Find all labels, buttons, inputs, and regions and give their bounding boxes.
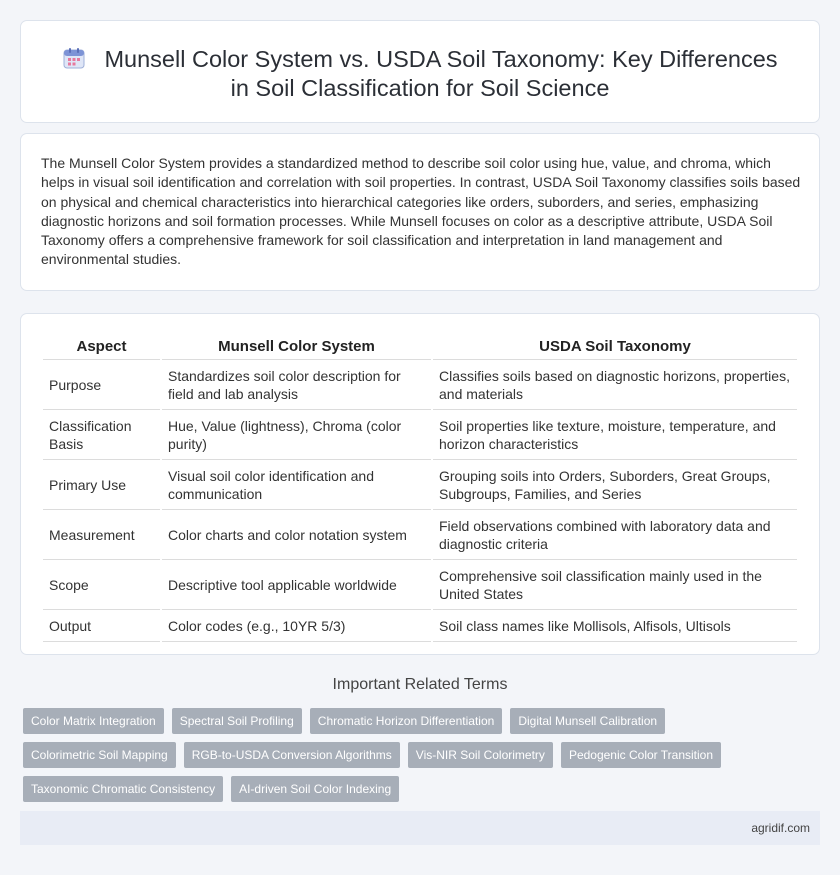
related-terms-heading: Important Related Terms — [332, 676, 508, 693]
table-row — [43, 560, 797, 610]
calendar-icon — [62, 46, 86, 70]
related-term-tag[interactable]: Taxonomic Chromatic Consistency — [23, 776, 223, 802]
cell-usda: Grouping soils into Orders, Suborders, Great Groups, Subgroups, Families, and Series — [433, 460, 797, 510]
title-card — [20, 20, 820, 123]
header-usda: USDA Soil Taxonomy — [433, 334, 797, 360]
table-row — [43, 610, 797, 642]
footer-site-link[interactable]: agridif.com — [751, 821, 810, 835]
table-row — [43, 460, 797, 510]
cell-munsell: Hue, Value (lightness), Chroma (color purity) — [162, 410, 431, 460]
comparison-card — [20, 313, 820, 655]
page-title-text: Munsell Color System vs. USDA Soil Taxonomy: Key Differences in Soil Classification for Soil Science — [104, 46, 778, 101]
header-aspect: Aspect — [43, 334, 160, 360]
cell-usda: Soil properties like texture, moisture, temperature, and horizon characteristics — [433, 410, 797, 460]
table-row — [43, 510, 797, 560]
intro-card — [20, 133, 820, 291]
cell-aspect: Purpose — [43, 360, 160, 410]
related-term-tag[interactable]: AI-driven Soil Color Indexing — [231, 776, 399, 802]
cell-usda: Field observations combined with laboratory data and diagnostic criteria — [433, 510, 797, 560]
header-munsell: Munsell Color System — [162, 334, 431, 360]
related-term-tag[interactable]: Color Matrix Integration — [23, 708, 164, 734]
related-term-tag[interactable]: Pedogenic Color Transition — [561, 742, 721, 768]
cell-munsell: Descriptive tool applicable worldwide — [162, 560, 431, 610]
related-term-tag[interactable]: Chromatic Horizon Differentiation — [310, 708, 503, 734]
related-term-tag[interactable]: Spectral Soil Profiling — [172, 708, 302, 734]
comparison-table — [41, 334, 799, 642]
cell-aspect: Output — [43, 610, 160, 642]
cell-usda: Soil class names like Mollisols, Alfisols, Ultisols — [433, 610, 797, 642]
cell-munsell: Standardizes soil color description for field and lab analysis — [162, 360, 431, 410]
cell-aspect: Classification Basis — [43, 410, 160, 460]
cell-usda: Comprehensive soil classification mainly used in the United States — [433, 560, 797, 610]
cell-aspect: Scope — [43, 560, 160, 610]
intro-paragraph: The Munsell Color System provides a standardized method to describe soil color using hue, value, and chroma, which helps in visual soil identification and correlation with soil properties. In contrast, USDA Soil Taxonomy classifies soils based on physical and chemical characteristics into hierarchical categories like orders, suborders, and series, emphasizing diagnostic horizons and soil formation processes. While Munsell focuses on color as a descriptive attribute, USDA Soil Taxonomy offers a comprehensive framework for soil classification and interpretation in land management and environmental studies. — [41, 155, 801, 268]
cell-aspect: Primary Use — [43, 460, 160, 510]
cell-munsell: Color charts and color notation system — [162, 510, 431, 560]
related-terms-list — [23, 708, 743, 810]
cell-usda: Classifies soils based on diagnostic horizons, properties, and materials — [433, 360, 797, 410]
cell-munsell: Color codes (e.g., 10YR 5/3) — [162, 610, 431, 642]
cell-aspect: Measurement — [43, 510, 160, 560]
cell-munsell: Visual soil color identification and communication — [162, 460, 431, 510]
footer-bar — [20, 811, 820, 845]
table-row — [43, 360, 797, 410]
table-header-row — [43, 334, 797, 360]
related-term-tag[interactable]: RGB-to-USDA Conversion Algorithms — [184, 742, 400, 768]
related-term-tag[interactable]: Digital Munsell Calibration — [510, 708, 665, 734]
table-row — [43, 410, 797, 460]
related-term-tag[interactable]: Vis-NIR Soil Colorimetry — [408, 742, 553, 768]
page-title — [21, 45, 819, 103]
related-term-tag[interactable]: Colorimetric Soil Mapping — [23, 742, 176, 768]
